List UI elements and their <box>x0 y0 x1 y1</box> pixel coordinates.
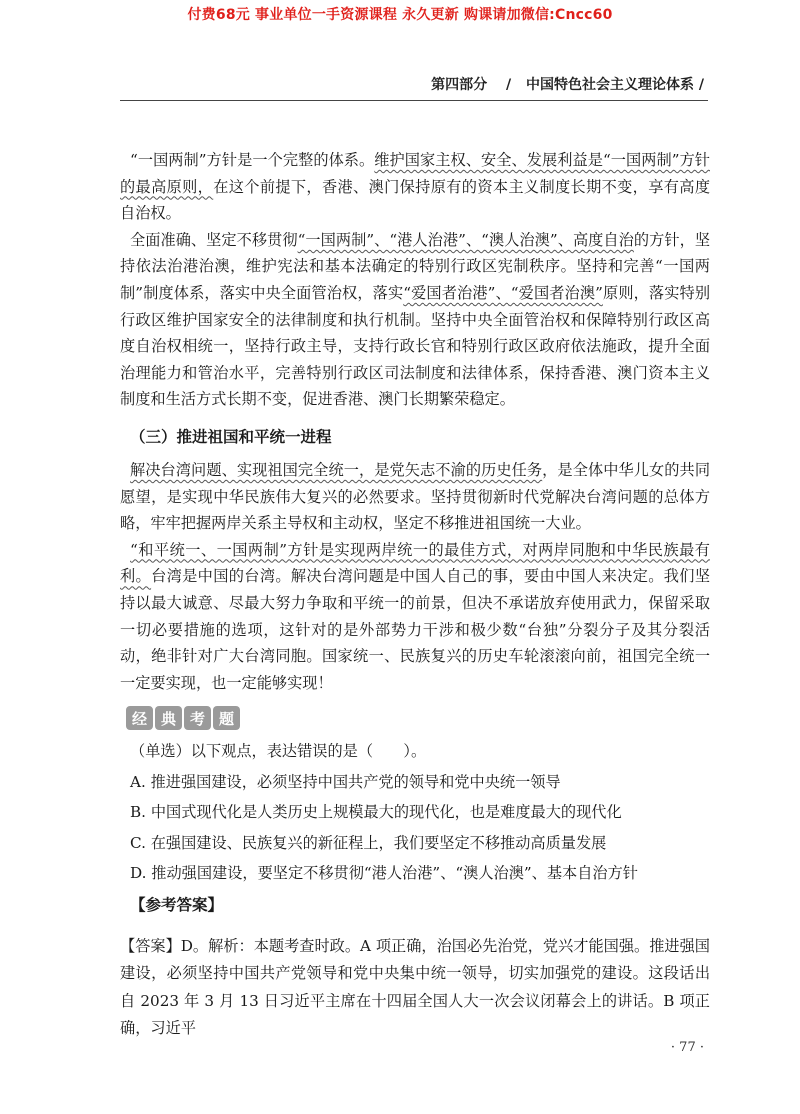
watermark-banner: 付费68元 事业单位一手资源课程 永久更新 购课请加微信:Cncc60 <box>187 7 613 23</box>
p4-underlined: “和平统一、一国两制”方针是实现两岸统一的最佳方式，对两岸同胞和中华民族最有利。 <box>120 540 710 586</box>
p1-underlined: 维护国家主权、安全、发展利益是“一国两制”方针的最高原则， <box>120 151 710 196</box>
header-separator: / <box>506 77 512 93</box>
page-number: · 77 · <box>670 1040 704 1055</box>
badge-char: 考 <box>184 706 211 730</box>
p3-text-b: ，是全体中华儿女的共同愿望，是实现中华民族伟大复兴的必然要求。坚持贯彻新时代党解决台湾问题的总体方略，牢牢把握两岸关系主导权和主动权，坚定不移推进祖国统一大业。 <box>120 460 711 533</box>
p2-text-c: 的方针，坚持依法治港治澳，维护宪法和基本法确定的特别行政区宪制秩序。坚持和完善“一国两制”制度体系，落实中央全面管治权，落实 <box>120 230 711 302</box>
header-end-separator: / <box>698 77 704 93</box>
question-stem: （单选）以下观点，表达错误的是（ ）。 <box>130 742 427 761</box>
header-title: 中国特色社会主义理论体系 <box>526 77 694 93</box>
badge-char: 经 <box>126 706 153 730</box>
badge-char: 题 <box>213 706 240 730</box>
p3-underlined: 解决台湾问题、实现祖国完全统一，是党矢志不渝的历史任务 <box>130 460 543 479</box>
p2-text-e: 原则，落实特别行政区维护国家安全的法律制度和执行机制。坚持中央全面管治权和保障特别行政区高度自治权相统一，坚持行政主导，支持行政长官和特别行政区政府依法施政，提升全面治理能力和管治水平，完善特别行政区司法制度和法律体系，保持香港、澳门资本主义制度和生活方式长期不变，促进香港、澳门长期繁荣稳定。 <box>120 283 711 409</box>
option-b: B. 中国式现代化是人类历史上规模最大的现代化，也是难度最大的现代化 <box>130 803 622 822</box>
p1-text-c: 在这个前提下，香港、澳门保持原有的资本主义制度长期不变，享有高度自治权。 <box>120 177 711 223</box>
section-title: （三）推进祖国和平统一进程 <box>130 427 332 446</box>
header-part: 第四部分 <box>431 77 488 93</box>
option-a: A. 推进强国建设，必须坚持中国共产党的领导和党中央统一领导 <box>130 772 561 791</box>
paragraph-2 <box>120 227 710 413</box>
option-d: D. 推动强国建设，要坚定不移贯彻“港人治港”、“澳人治澳”、基本自治方针 <box>130 864 638 883</box>
answer-text: 【答案】D。解析：本题考查时政。A 项正确，治国必先治党，党兴才能国强。推进强国建设，必须坚持中国共产党领导和党中央集中统一领导，切实加强党的建设。这段话出自 2023 年 3 月 13 日习近平主席在十四届全国人大一次会议闭幕会上的讲话。B 项正确，习近平 <box>120 936 710 1038</box>
classic-question-badge <box>126 706 710 730</box>
paragraph-4 <box>120 537 710 697</box>
running-header <box>431 74 704 94</box>
badge-char: 典 <box>155 706 182 730</box>
page-content <box>120 147 710 1058</box>
paragraph-1 <box>120 147 710 227</box>
p1-text-a: “一国两制”方针是一个完整的体系。 <box>130 151 375 169</box>
p2-underlined-2: “爱国者治港”、“爱国者治澳” <box>403 283 603 302</box>
p4-text-b: 台湾是中国的台湾。解决台湾问题是中国人自己的事，要由中国人来决定。我们坚持以最大诚意、尽最大努力争取和平统一的前景，但决不承诺放弃使用武力，保留采取一切必要措施的选项，这针对的是外部势力干涉和极少数“台独”分裂分子及其分裂活动，绝非针对广大台湾同胞。国家统一、民族复兴的历史车轮滚滚向前，祖国完全统一一定要实现，也一定能够实现！ <box>120 567 711 692</box>
p2-text-a: 全面准确、坚定不移贯彻 <box>130 230 298 249</box>
header-rule <box>120 100 708 101</box>
answer-heading: 【参考答案】 <box>130 894 224 914</box>
paragraph-3 <box>120 457 710 537</box>
option-c: C. 在强国建设、民族复兴的新征程上，我们要坚定不移推动高质量发展 <box>130 833 607 852</box>
p2-underlined-1: “一国两制”、“港人治港”、“澳人治澳”、高度自治 <box>297 230 634 249</box>
